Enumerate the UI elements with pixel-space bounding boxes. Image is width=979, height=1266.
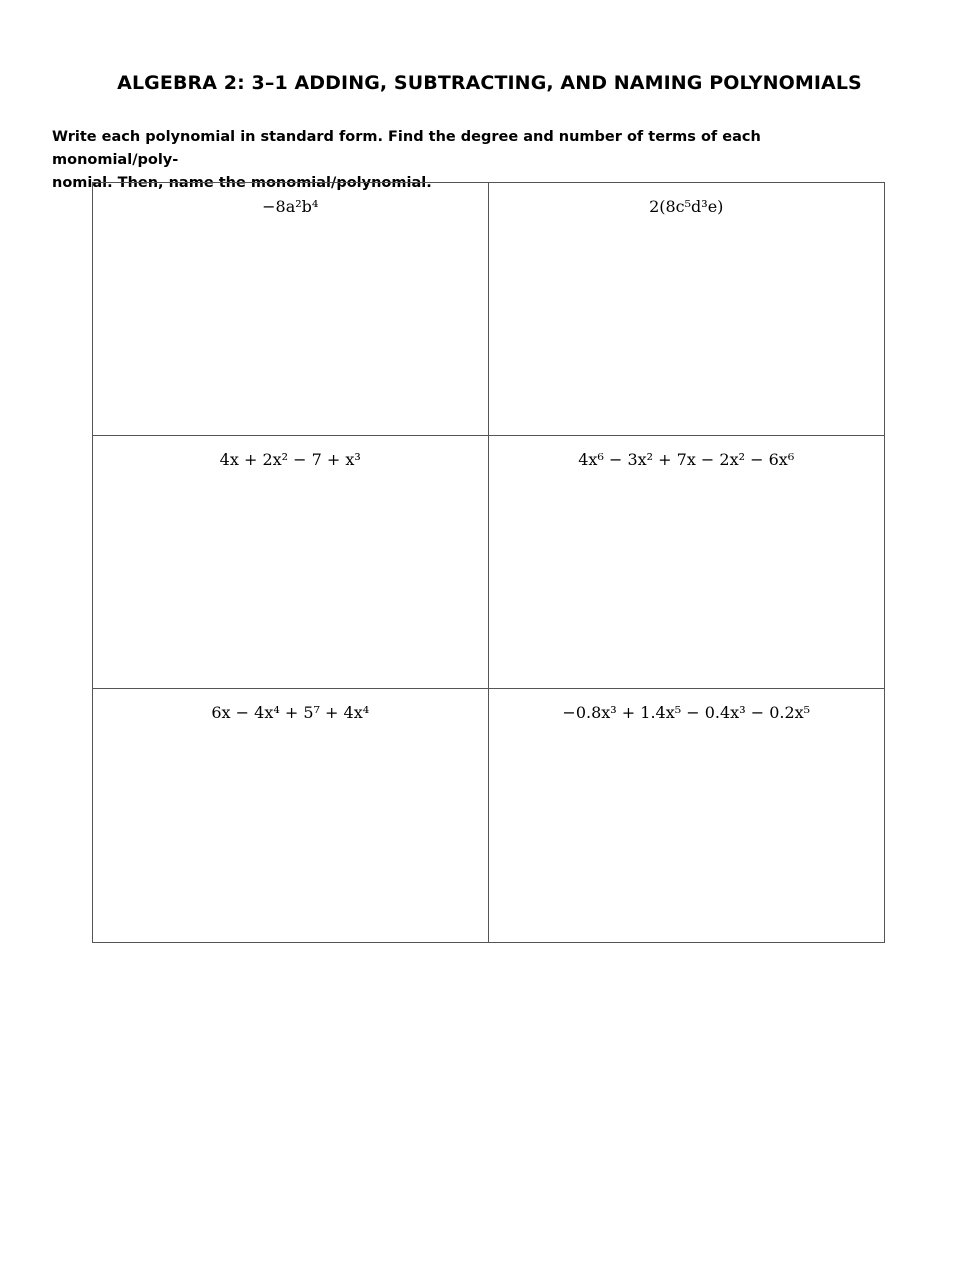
problem-cell-1[interactable]: [93, 183, 489, 436]
problem-cell-6[interactable]: [489, 689, 885, 942]
problem-expression: −0.8x³ + 1.4x⁵ − 0.4x³ − 0.2x⁵: [562, 703, 811, 722]
problem-cell-4[interactable]: [489, 436, 885, 689]
problem-cell-5[interactable]: [93, 689, 489, 942]
instructions-line-1: Write each polynomial in standard form. Find the degree and number of terms of each monomial/poly-: [52, 129, 761, 168]
problem-grid: [92, 182, 885, 943]
problem-expression: −8a²b⁴: [262, 197, 319, 216]
worksheet-title: ALGEBRA 2: 3–1 ADDING, SUBTRACTING, AND NAMING POLYNOMIALS: [117, 72, 862, 94]
instructions-line-2: nomial. Then, name the monomial/polynomial.: [52, 175, 432, 191]
problem-cell-3[interactable]: [93, 436, 489, 689]
problem-expression: 6x − 4x⁴ + 5⁷ + 4x⁴: [211, 703, 370, 722]
problem-expression: 4x + 2x² − 7 + x³: [219, 450, 361, 469]
problem-expression: 2(8c⁵d³e): [649, 197, 724, 216]
problem-expression: 4x⁶ − 3x² + 7x − 2x² − 6x⁶: [578, 450, 795, 469]
problem-cell-2[interactable]: [489, 183, 885, 436]
